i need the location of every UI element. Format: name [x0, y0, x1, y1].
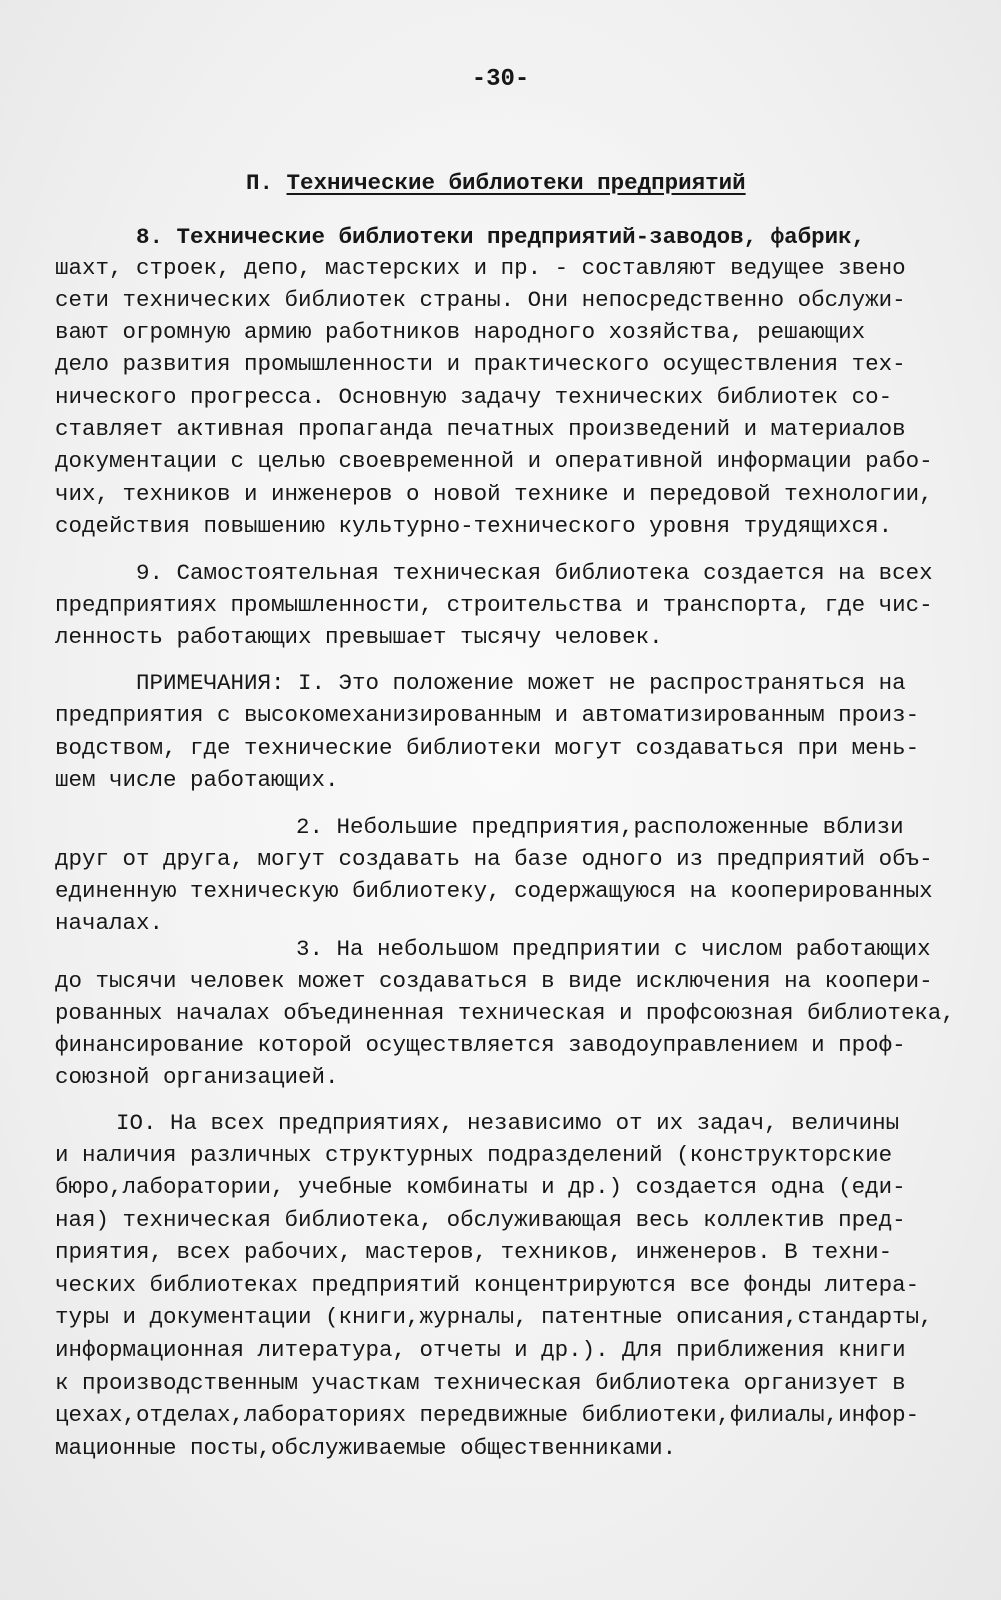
- text-line: чих, техников и инженеров о новой технике и передовой технологии,: [55, 481, 933, 507]
- text-line: нического прогресса. Основную задачу технических библиотек со-: [55, 384, 893, 410]
- section-title: [246, 170, 746, 196]
- text-line: приятия, всех рабочих, мастеров, техников, инженеров. В техни-: [55, 1239, 893, 1265]
- text-line: IO. На всех предприятиях, независимо от их задач, величины: [116, 1110, 900, 1136]
- text-line: бюро,лаборатории, учебные комбинаты и др.) создается одна (еди-: [55, 1174, 906, 1200]
- text-line: сети технических библиотек страны. Они непосредственно обслужи-: [55, 287, 906, 313]
- text-line: рованных началах объединенная техническая и профсоюзная библиотека,: [55, 1000, 955, 1026]
- section-number: П.: [246, 170, 274, 196]
- text-line: туры и документации (книги,журналы, патентные описания,стандарты,: [55, 1304, 933, 1330]
- text-line: мационные посты,обслуживаемые общественниками.: [55, 1435, 677, 1461]
- page-number: -30-: [471, 66, 530, 93]
- text-line: финансирование которой осуществляется заводоуправлением и проф-: [55, 1032, 906, 1058]
- text-line: шем числе работающих.: [55, 767, 339, 793]
- section-title-text: Технические библиотеки предприятий: [286, 170, 746, 196]
- text-line: цехах,отделах,лабораториях передвижные библиотеки,филиалы,инфор-: [55, 1402, 920, 1428]
- text-line: ПРИМЕЧАНИЯ: I. Это положение может не распространяться на: [136, 670, 906, 696]
- text-line: шахт, строек, депо, мастерских и пр. - составляют ведущее звено: [55, 255, 906, 281]
- text-line: документации с целью своевременной и оперативной информации рабо-: [55, 448, 933, 474]
- text-line: ленность работающих превышает тысячу человек.: [55, 624, 663, 650]
- text-line: и наличия различных структурных подразделений (конструкторские: [55, 1142, 893, 1168]
- text-line: 8. Технические библиотеки предприятий-заводов, фабрик,: [136, 224, 866, 250]
- text-line: водством, где технические библиотеки могут создаваться при мень-: [55, 735, 920, 761]
- text-line: к производственным участкам техническая библиотека организует в: [55, 1370, 906, 1396]
- text-line: 2. Небольшие предприятия,расположенные вблизи: [296, 814, 904, 840]
- text-line: вают огромную армию работников народного хозяйства, решающих: [55, 319, 866, 345]
- text-line: 9. Самостоятельная техническая библиотека создается на всех: [136, 560, 933, 586]
- text-line: 3. На небольшом предприятии с числом работающих: [296, 936, 931, 962]
- text-line: союзной организацией.: [55, 1064, 339, 1090]
- text-line: единенную техническую библиотеку, содержащуюся на кооперированных: [55, 878, 933, 904]
- text-line: дело развития промышленности и практического осуществления тех-: [55, 351, 906, 377]
- text-line: друг от друга, могут создавать на базе одного из предприятий объ-: [55, 846, 933, 872]
- text-line: предприятия с высокомеханизированным и автоматизированным произ-: [55, 702, 920, 728]
- text-line: информационная литература, отчеты и др.). Для приближения книги: [55, 1337, 906, 1363]
- text-line: началах.: [55, 910, 164, 936]
- text-line: ставляет активная пропаганда печатных произведений и материалов: [55, 416, 906, 442]
- text-line: предприятиях промышленности, строительства и транспорта, где чис-: [55, 592, 933, 618]
- text-line: ческих библиотеках предприятий концентрируются все фонды литера-: [55, 1272, 920, 1298]
- text-line: содействия повышению культурно-технического уровня трудящихся.: [55, 513, 893, 539]
- text-line: ная) техническая библиотека, обслуживающая весь коллектив пред-: [55, 1207, 906, 1233]
- text-line: до тысячи человек может создаваться в виде исключения на коопери-: [55, 968, 933, 994]
